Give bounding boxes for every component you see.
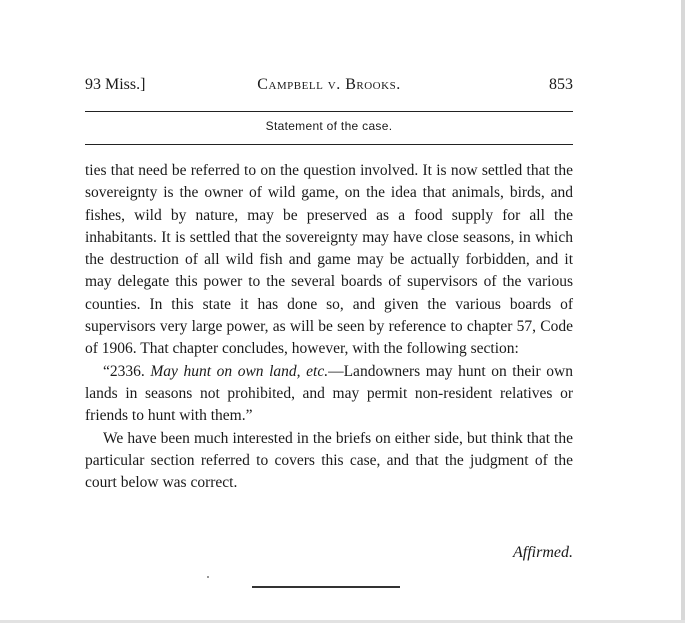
quote-section-title: May hunt on own land, etc. — [150, 362, 329, 380]
page-edge-right — [681, 0, 685, 623]
reporter-citation: 93 Miss.] — [85, 76, 146, 93]
quoted-statute — [85, 361, 573, 428]
running-header — [85, 74, 573, 98]
header-rule-top — [85, 111, 573, 112]
case-title: Campbell v. Brooks. — [257, 76, 401, 93]
paragraph-conclusion: We have been much interested in the briefs on either side, but think that the particular section referred to covers this case, and that the judgment of the court below was correct. — [85, 429, 573, 492]
disposition: Affirmed. — [513, 544, 573, 561]
quote-text: —Landowners may hunt on their own lands in seasons not prohibited, and may permit non-resident relatives or friends to hunt with them.” — [85, 362, 573, 425]
section-subheading: Statement of the case. — [265, 119, 393, 133]
opinion-body — [85, 160, 573, 494]
page-number: 853 — [549, 76, 573, 93]
end-rule — [252, 586, 400, 588]
scan-speck — [207, 576, 209, 578]
paragraph-1: ties that need be referred to on the question involved. It is now settled that the sovereignty is the owner of wild game, on the idea that animals, birds, and fishes, wild by nature, may be preserved as a food supply for all the inhabitants. It is settled that the sovereignty may have close seasons, in which the destruction of all wild fish and game may be actually forbidden, and it may delegate this power to the several boards of supervisors of the various counties. In this state it has done so, and given the various boards of supervisors very large power, as will be seen by reference to chapter 57, Code of 1906. That chapter concludes, however, with the following section: — [85, 162, 573, 358]
quote-number: “2336. — [103, 362, 151, 380]
header-rule-bottom — [85, 144, 573, 145]
